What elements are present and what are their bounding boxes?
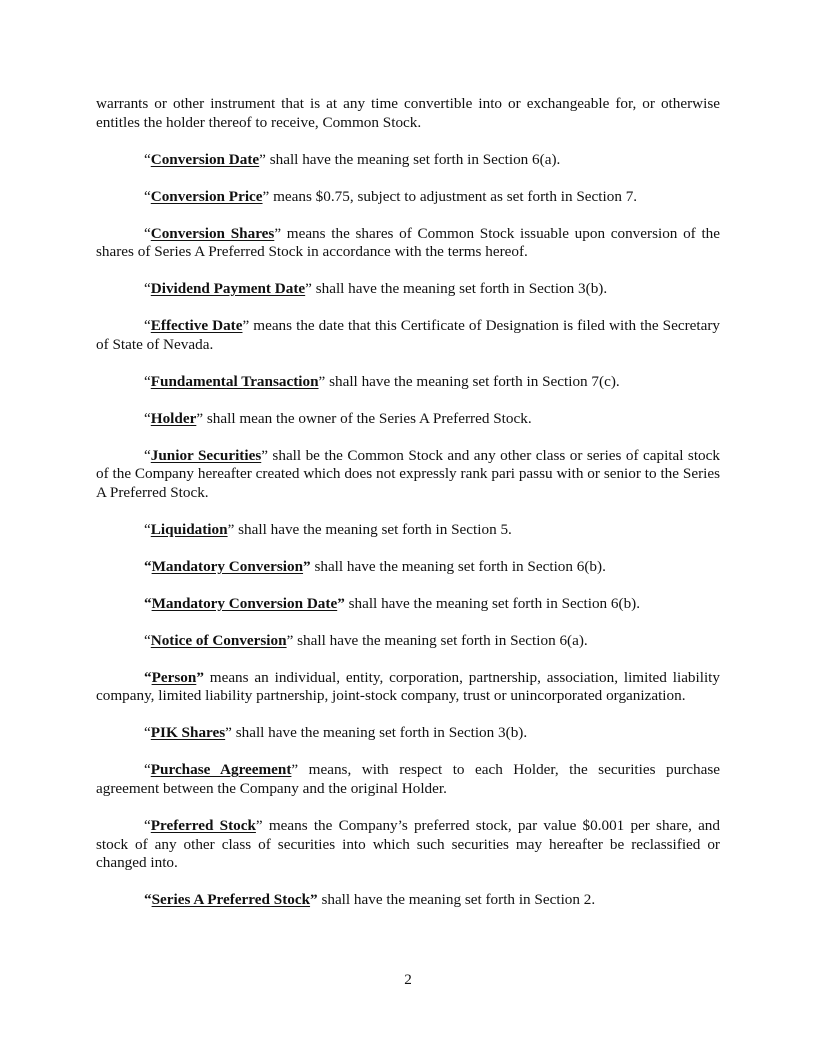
close-quote: ” — [305, 280, 312, 298]
close-quote: ” — [291, 761, 299, 779]
definition-paragraph — [96, 280, 720, 299]
definition-text: shall have the meaning set forth in Section 6(a). — [265, 150, 561, 168]
defined-term: Liquidation — [150, 520, 228, 538]
definition-text: shall have the meaning set forth in Section 3(b). — [311, 280, 608, 298]
definition-paragraph — [96, 225, 720, 262]
intro-paragraph: warrants or other instrument that is at any time convertible into or exchangeable for, or otherwise entitles the holder thereof to receive, Common Stock. — [96, 95, 720, 131]
definition-paragraph — [96, 151, 720, 170]
definition-paragraph — [96, 891, 720, 910]
open-quote: “ — [144, 520, 151, 538]
definition-text: means the date that this Certificate of Designation is filed with the Secretary of State of Nevada. — [96, 317, 720, 353]
defined-term: Dividend Payment Date — [150, 280, 306, 298]
open-quote: “ — [144, 761, 151, 779]
close-quote: ” — [274, 224, 282, 242]
definition-text: means $0.75, subject to adjustment as set forth in Section 7. — [269, 187, 638, 205]
open-quote: “ — [144, 446, 151, 464]
defined-term: Effective Date — [150, 317, 243, 335]
definition-paragraph — [96, 410, 720, 429]
close-quote: ” — [337, 594, 345, 612]
definition-text: means the shares of Common Stock issuable upon conversion of the shares of Series A Preferred Stock in accordance with the terms hereof. — [96, 224, 720, 261]
definition-text: shall have the meaning set forth in Section 6(b). — [344, 594, 641, 612]
definition-text: means an individual, entity, corporation, partnership, association, limited liability company, limited liability partnership, joint-stock company, trust or unincorporated organization. — [96, 668, 720, 705]
close-quote: ” — [255, 816, 263, 834]
definition-paragraph — [96, 761, 720, 798]
definitions-list — [96, 151, 720, 910]
definition-paragraph — [96, 724, 720, 743]
defined-term: Mandatory Conversion Date — [151, 594, 338, 612]
close-quote: ” — [196, 668, 204, 686]
close-quote: ” — [310, 891, 318, 909]
close-quote: ” — [225, 724, 232, 742]
definition-paragraph — [96, 558, 720, 577]
open-quote: “ — [144, 594, 152, 612]
defined-term: Preferred Stock — [150, 816, 256, 834]
open-quote: “ — [144, 317, 151, 335]
definition-text: shall be the Common Stock and any other class or series of capital stock of the Company hereafter created which does not expressly rank pari passu with or senior to the Series A Preferred Stock. — [96, 446, 720, 501]
definition-text: shall have the meaning set forth in Section 5. — [234, 520, 512, 538]
open-quote: “ — [144, 816, 151, 834]
close-quote: ” — [227, 520, 235, 538]
open-quote: “ — [144, 891, 152, 909]
definition-text: shall have the meaning set forth in Section 6(a). — [293, 631, 588, 649]
open-quote: “ — [144, 557, 152, 575]
defined-term: Person — [151, 668, 197, 686]
close-quote: ” — [286, 631, 294, 649]
definition-text: shall have the meaning set forth in Section 2. — [317, 891, 596, 909]
definition-paragraph — [96, 188, 720, 207]
defined-term: Conversion Shares — [150, 224, 275, 242]
defined-term: Fundamental Transaction — [150, 372, 319, 390]
defined-term: PIK Shares — [150, 724, 226, 742]
defined-term: Purchase Agreement — [150, 761, 292, 779]
open-quote: “ — [144, 280, 151, 298]
definition-paragraph — [96, 595, 720, 614]
definition-paragraph — [96, 632, 720, 651]
page-number: 2 — [404, 971, 412, 988]
defined-term: Mandatory Conversion — [151, 557, 304, 575]
close-quote: ” — [259, 150, 266, 168]
definition-paragraph — [96, 669, 720, 706]
definition-paragraph — [96, 521, 720, 540]
definition-text: shall have the meaning set forth in Section 6(b). — [310, 557, 606, 575]
open-quote: “ — [144, 150, 151, 168]
defined-term: Conversion Price — [150, 187, 263, 205]
close-quote: ” — [303, 557, 311, 575]
open-quote: “ — [144, 668, 152, 686]
open-quote: “ — [144, 224, 151, 242]
definition-text: means the Company’s preferred stock, par value $0.001 per share, and stock of any other class of securities into which such securities may hereafter be reclassified or changed into. — [96, 816, 720, 872]
definition-paragraph — [96, 447, 720, 503]
close-quote: ” — [242, 317, 250, 335]
open-quote: “ — [144, 409, 151, 427]
close-quote: ” — [196, 409, 204, 427]
open-quote: “ — [144, 187, 151, 205]
close-quote: ” — [262, 187, 270, 205]
definition-text: shall mean the owner of the Series A Preferred Stock. — [203, 409, 532, 427]
open-quote: “ — [144, 724, 151, 742]
defined-term: Notice of Conversion — [150, 631, 287, 649]
open-quote: “ — [144, 631, 151, 649]
defined-term: Junior Securities — [150, 446, 262, 464]
definition-paragraph — [96, 373, 720, 392]
close-quote: ” — [318, 372, 326, 390]
close-quote: ” — [261, 446, 268, 464]
defined-term: Conversion Date — [150, 150, 260, 168]
definition-text: shall have the meaning set forth in Section 3(b). — [231, 724, 528, 742]
defined-term: Holder — [150, 409, 197, 427]
definition-text: means, with respect to each Holder, the securities purchase agreement between the Company and the original Holder. — [96, 761, 720, 797]
definition-text: shall have the meaning set forth in Section 7(c). — [325, 372, 620, 390]
definition-paragraph — [96, 817, 720, 873]
definition-paragraph — [96, 317, 720, 354]
document-page — [96, 95, 720, 928]
defined-term: Series A Preferred Stock — [151, 891, 311, 909]
open-quote: “ — [144, 372, 151, 390]
